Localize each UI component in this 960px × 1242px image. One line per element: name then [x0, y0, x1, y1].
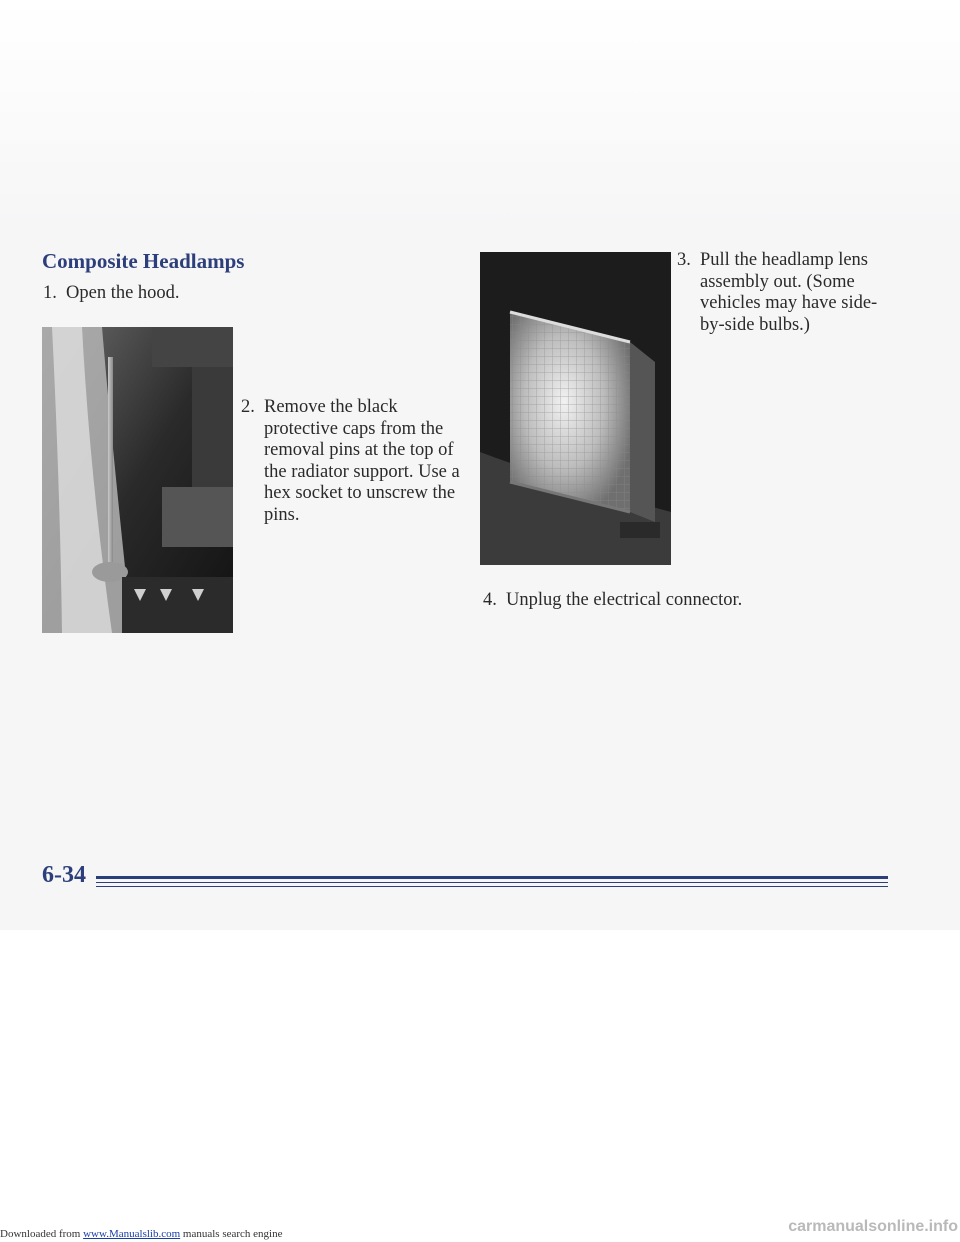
step-text: Pull the headlamp lens assembly out. (Some vehicles may have side-by-side bulbs.): [700, 250, 878, 335]
headlamp-illustration: [480, 252, 671, 565]
step-number: 3.: [677, 250, 691, 270]
page-number: 6-34: [42, 862, 86, 888]
watermark: carmanualsonline.info: [788, 1218, 958, 1235]
step-text: Open the hood.: [66, 283, 180, 303]
footer-rule: [96, 882, 888, 883]
section-heading: Composite Headlamps: [42, 249, 245, 273]
step-1: [43, 283, 180, 305]
footer-suffix: manuals search engine: [182, 1228, 283, 1240]
headlamp-assembly-photo: [480, 252, 671, 565]
step-number: 2.: [241, 397, 255, 417]
step-2: [241, 397, 466, 526]
footer-rule: [96, 886, 888, 887]
step-4: [483, 590, 742, 612]
radiator-support-illustration: [42, 327, 233, 633]
manualslib-link[interactable]: www.Manualslib.com: [83, 1228, 181, 1240]
step-number: 4.: [483, 590, 497, 610]
footer-prefix: Downloaded from: [0, 1228, 81, 1240]
step-text: Unplug the electrical connector.: [506, 590, 743, 610]
step-3: [677, 250, 887, 336]
footer-rule: [96, 876, 888, 879]
radiator-support-photo: [42, 327, 233, 633]
download-footer: [0, 1228, 282, 1240]
step-text: Remove the black protective caps from the removal pins at the top of the radiator support. Use a hex socket to unscrew the pins.: [264, 397, 460, 525]
step-number: 1.: [43, 283, 57, 303]
